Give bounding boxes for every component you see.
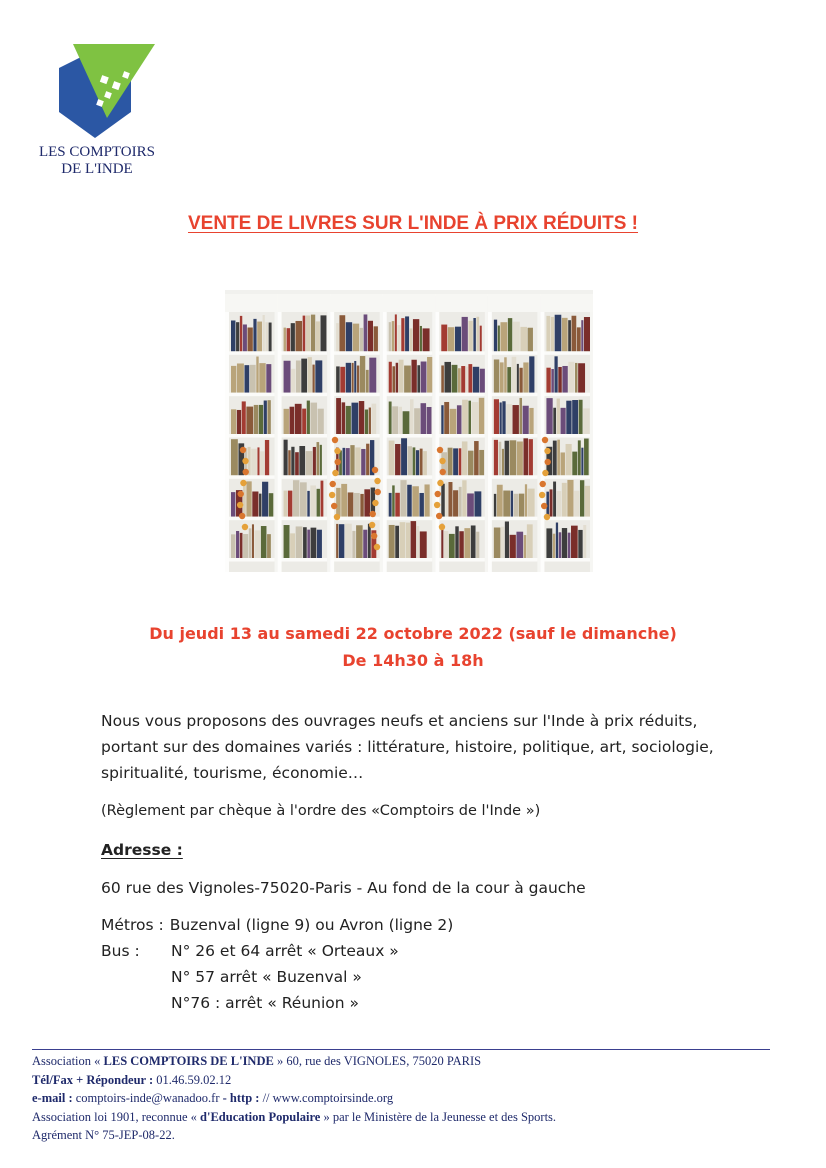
- intro-paragraph: [101, 708, 741, 786]
- footer-line-1: [32, 1052, 792, 1071]
- headline-text: VENTE DE LIVRES SUR L'INDE À PRIX RÉDUITS !: [187, 213, 639, 234]
- bus-line-3-row: [101, 990, 741, 1016]
- footer-line-2: [32, 1071, 792, 1090]
- footer-recognition-prefix: Association loi 1901, reconnue «: [32, 1109, 197, 1124]
- footer-line-3: [32, 1089, 792, 1108]
- footer-assoc-name: LES COMPTOIRS DE L'INDE: [103, 1054, 274, 1068]
- footer-assoc-prefix: Association «: [32, 1054, 101, 1068]
- footer: [32, 1052, 792, 1145]
- footer-line-5: Agrément N° 75-JEP-08-22.: [32, 1128, 175, 1142]
- footer-email[interactable]: comptoirs-inde@wanadoo.fr: [75, 1091, 220, 1105]
- bus-line-2: N° 57 arrêt « Buzenval »: [171, 968, 362, 986]
- bus-line-3: N°76 : arrêt « Réunion »: [171, 994, 360, 1012]
- footer-recognition-bold: d'Education Populaire: [200, 1109, 321, 1124]
- body-block: [101, 708, 741, 1016]
- footer-recognition-suffix: » par le Ministère de la Jeunesse et des Sports.: [323, 1109, 557, 1124]
- bus-line-1: N° 26 et 64 arrêt « Orteaux »: [171, 942, 399, 960]
- bus-line-2-row: [101, 964, 741, 990]
- bus-row: [101, 938, 741, 964]
- logo-text: [20, 144, 174, 178]
- footer-phone: 01.46.59.02.12: [156, 1072, 232, 1087]
- address-value: 60 rue des Vignoles-75020-Paris - Au fond de la cour à gauche: [101, 879, 586, 897]
- payment-note: (Règlement par chèque à l'ordre des «Comptoirs de l'Inde »): [101, 803, 541, 819]
- comptoirs-logo-icon: [55, 42, 159, 142]
- footer-website[interactable]: // www.comptoirsinde.org: [262, 1091, 394, 1105]
- footer-address: » 60, rue des VIGNOLES, 75020 PARIS: [276, 1054, 482, 1068]
- intro-line-3: spiritualité, tourisme, économie…: [101, 764, 364, 782]
- logo-line-2: DE L'INDE: [61, 161, 133, 177]
- headline: [0, 213, 826, 235]
- footer-line-4: [32, 1108, 792, 1127]
- dates-line-2: De 14h30 à 18h: [342, 651, 484, 670]
- dates-block: [0, 620, 826, 674]
- intro-line-2: portant sur des domaines variés : littérature, histoire, politique, art, sociologie,: [101, 738, 714, 756]
- bookshelves-photo: [225, 290, 593, 572]
- footer-divider: [32, 1049, 770, 1050]
- metros-row: [101, 912, 741, 938]
- footer-http-label: - http :: [222, 1091, 260, 1105]
- address-label: Adresse :: [101, 841, 183, 859]
- footer-phone-label: Tél/Fax + Répondeur :: [32, 1072, 154, 1087]
- footer-email-label: e-mail :: [32, 1091, 73, 1105]
- metros-value: Buzenval (ligne 9) ou Avron (ligne 2): [169, 916, 454, 934]
- transport-block: [101, 912, 741, 1016]
- intro-line-1: Nous vous proposons des ouvrages neufs et anciens sur l'Inde à prix réduits,: [101, 712, 698, 730]
- metros-label: Métros :: [101, 916, 164, 934]
- logo-line-1: LES COMPTOIRS: [38, 144, 155, 160]
- dates-line-1: Du jeudi 13 au samedi 22 octobre 2022 (sauf le dimanche): [149, 624, 677, 643]
- bus-label: Bus :: [101, 942, 140, 960]
